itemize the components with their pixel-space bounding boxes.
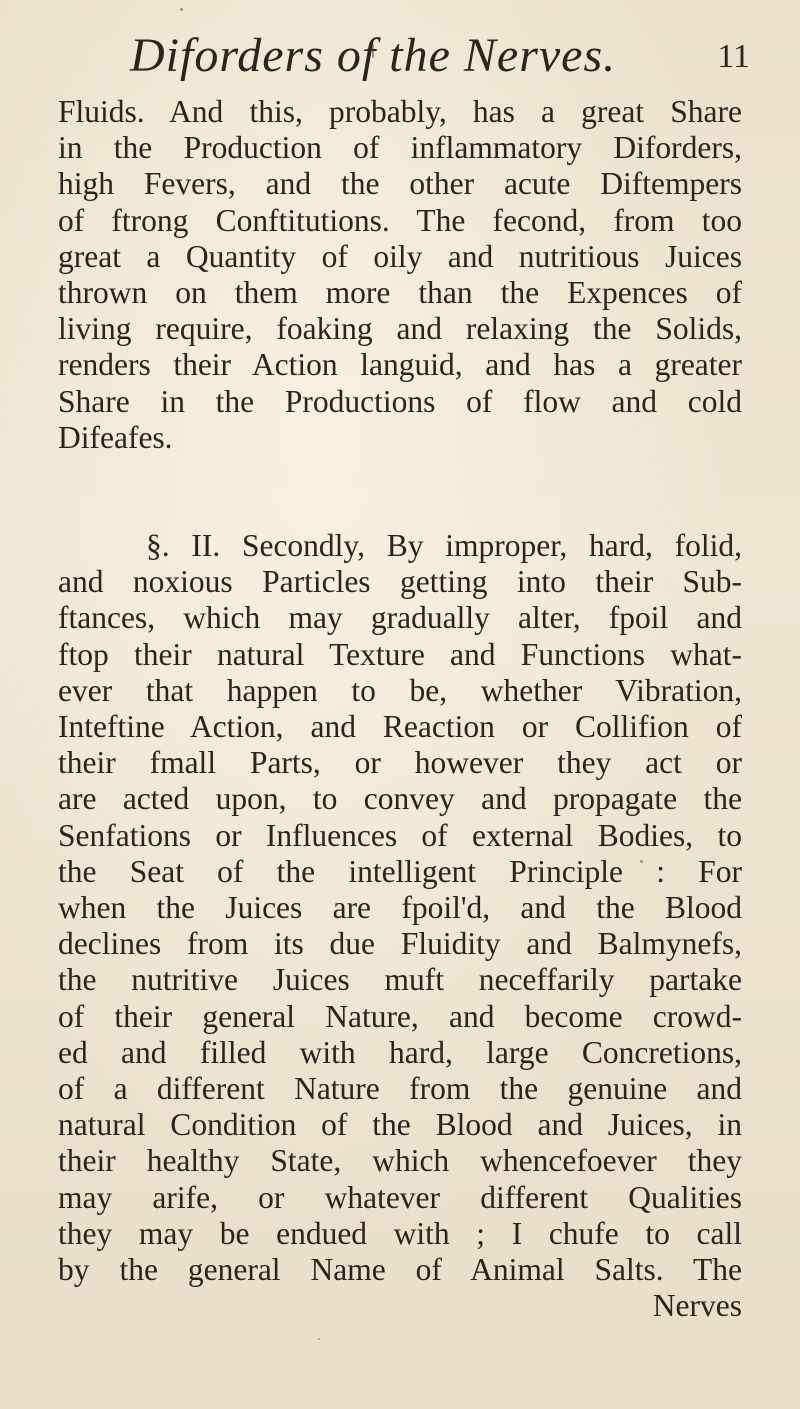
text-line: declines from its due Fluidity and Balmynefs,	[58, 926, 742, 962]
text-line: Share in the Productions of flow and cold	[58, 383, 742, 419]
text-line: in the Production of inflammatory Diforders,	[58, 130, 742, 166]
text-line: their fmall Parts, or however they act or	[58, 745, 742, 781]
text-line: when the Juices are fpoil'd, and the Blood	[58, 890, 742, 926]
paper-speck	[640, 860, 643, 863]
text-line: of their general Nature, and become crowd-	[58, 998, 742, 1034]
text-line: great a Quantity of oily and nutritious Juices	[58, 238, 742, 274]
text-line: high Fevers, and the other acute Diftempers	[58, 166, 742, 202]
paper-speck	[372, 44, 374, 58]
text-line: thrown on them more than the Expences of	[58, 275, 742, 311]
paper-speck	[318, 1338, 320, 1340]
text-line: ftances, which may gradually alter, fpoil and	[58, 600, 742, 636]
page-number: 11	[717, 38, 750, 75]
text-line: their healthy State, which whencefoever they	[58, 1143, 742, 1179]
text-line: Difeafes.	[58, 419, 173, 455]
paper-speck	[180, 8, 183, 11]
text-line: Inteftine Action, and Reaction or Collifion of	[58, 709, 742, 745]
paragraph-2	[58, 528, 742, 1324]
text-line: and noxious Particles getting into their Sub-	[58, 564, 742, 600]
text-line: of a different Nature from the genuine and	[58, 1071, 742, 1107]
text-line: Fluids. And this, probably, has a great Share	[58, 94, 742, 129]
text-line: they may be endued with ; I chufe to call	[58, 1215, 742, 1251]
text-line: ed and filled with hard, large Concretions,	[58, 1034, 742, 1070]
text-line: ftop their natural Texture and Functions what-	[58, 636, 742, 672]
body-text	[58, 94, 742, 1325]
text-line: Senfations or Influences of external Bodies, to	[58, 817, 742, 853]
text-line: ever that happen to be, whether Vibration,	[58, 672, 742, 708]
catchword: Nerves	[652, 1288, 742, 1324]
text-line: may arife, or whatever different Qualities	[58, 1179, 742, 1215]
text-line: renders their Action languid, and has a greater	[58, 347, 742, 383]
text-line: §. II. Secondly, By improper, hard, folid,	[146, 528, 742, 564]
paragraph-1	[58, 94, 742, 456]
text-line: the nutritive Juices muft neceffarily partake	[58, 962, 742, 998]
text-line: are acted upon, to convey and propagate the	[58, 781, 742, 817]
running-title: Diforders of the Nerves.	[130, 29, 617, 82]
text-line: the Seat of the intelligent Principle : For	[58, 853, 742, 889]
text-line: natural Condition of the Blood and Juices, in	[58, 1107, 742, 1143]
page-header	[130, 28, 750, 98]
text-line: living require, foaking and relaxing the Solids,	[58, 311, 742, 347]
text-line: of ftrong Conftitutions. The fecond, from too	[58, 202, 742, 238]
paragraph-gap	[58, 456, 742, 528]
text-line: by the general Name of Animal Salts. The	[58, 1252, 742, 1288]
